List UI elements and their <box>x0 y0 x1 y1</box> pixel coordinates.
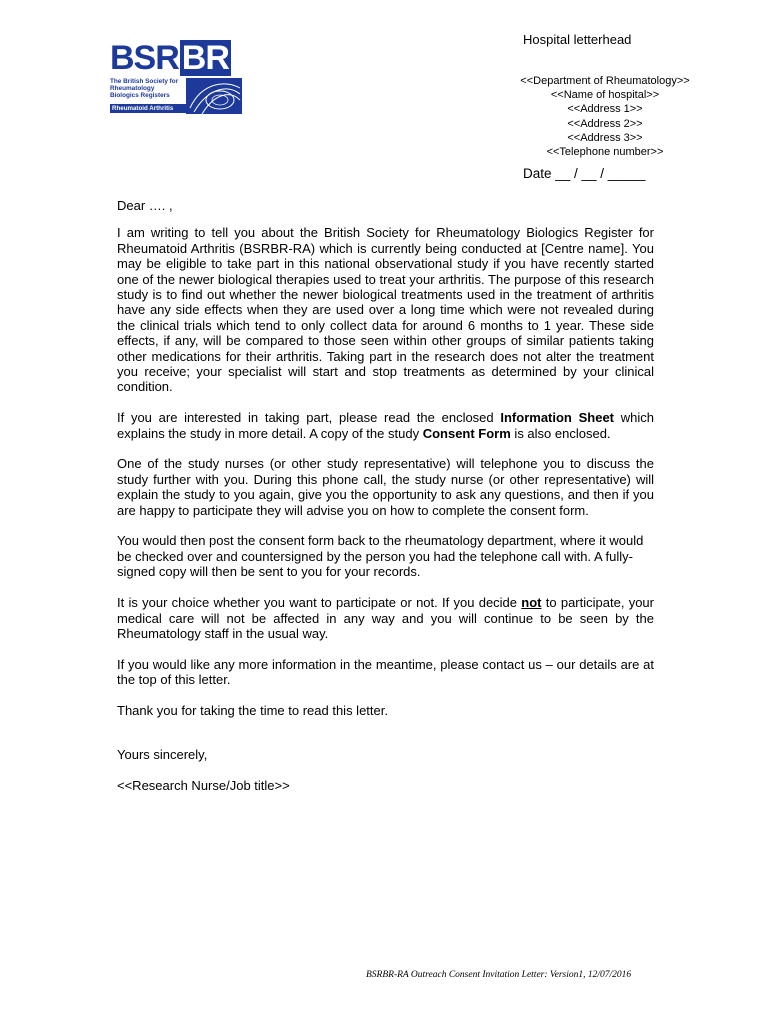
logo-ra-label: Rheumatoid Arthritis <box>110 104 186 113</box>
signature-placeholder: <<Research Nurse/Job title>> <box>117 778 290 794</box>
logo-wordmark <box>110 40 231 76</box>
emphasis-not: not <box>521 595 542 611</box>
information-sheet-ref: Information Sheet <box>500 410 615 426</box>
address-line: <<Address 3>> <box>567 131 643 144</box>
logo-wordmark-right: BR <box>181 39 229 77</box>
footer-version: BSRBR-RA Outreach Consent Invitation Letter: Version1, 12/07/2016 <box>366 970 632 980</box>
signoff: Yours sincerely, <box>117 747 208 763</box>
logo-subtitle-line: The British Society for <box>110 78 179 85</box>
address-line: <<Name of hospital>> <box>550 89 660 102</box>
text-run: which explains the study in more detail. A copy of the study <box>117 410 654 441</box>
paragraph-contact: If you would like any more information in the meantime, please contact us – our details are at the top of this letter. <box>117 656 654 688</box>
hospital-address <box>480 74 730 159</box>
address-line: <<Address 1>> <box>567 103 643 116</box>
address-line: <<Address 2>> <box>567 117 643 130</box>
paragraph-intro: I am writing to tell you about the British Society for Rheumatology Biologics Register for Rheumatoid Arthritis (BSRBR-RA) which is currently being conducted at [Centre name]. You may be eligible to take part in this national observational study if you have recently started one of the newer biological therapies used to treat your arthritis. The purpose of this research study is to find out whether the newer biological treatments used in the treatment of arthritis have any side effects when they are used over a long time which were not revealed during the clinical trials which tend to only collect data for around 6 months to 1 year. These side effects, if any, will be compared to those seen within other groups of similar patients taking other medications for their arthritis. Taking part in the research does not alter the treatment you receive; your specialist will start and stop treatments as determined by your clinical condition. <box>117 225 654 395</box>
paragraph-information-sheet <box>117 410 654 441</box>
letterhead-label: Hospital letterhead <box>523 32 632 47</box>
address-line: <<Telephone number>> <box>546 146 664 159</box>
text-run: to participate, your medical care will not be affected in any way and you will continue to be seen by the Rheumatology staff in the usual way. <box>117 595 654 641</box>
bsrbr-logo <box>110 40 242 114</box>
logo-subtitle-line: Rheumatology <box>110 85 155 92</box>
text-run: It is your choice whether you want to participate or not. If you decide <box>117 595 522 611</box>
paragraph-telephone: One of the study nurses (or other study representative) will telephone you to discuss the study further with you. During this phone call, the study nurse (or other representative) will explain the study to you again, give you the opportunity to ask any questions, and then if you are happy to participate they will advise you on how to complete the consent form. <box>117 456 654 518</box>
logo-wordmark-left: BSR <box>110 39 179 77</box>
paragraph-post-consent: You would then post the consent form back to the rheumatology department, where it would be checked over and countersigned by the person you had the telephone call with. A fully-signed copy will then be sent to you for your records. <box>117 533 644 580</box>
paragraph-thanks: Thank you for taking the time to read this letter. <box>117 702 388 718</box>
logo-swirl-icon <box>186 78 242 114</box>
text-run: is also enclosed. <box>510 425 611 441</box>
logo-subtitle-line: Biologics Registers <box>110 92 170 99</box>
letter-body <box>117 198 654 809</box>
salutation: Dear …. , <box>117 198 173 213</box>
consent-form-ref: Consent Form <box>422 425 511 441</box>
paragraph-choice <box>117 595 654 641</box>
logo-subtitle <box>110 78 178 99</box>
address-line: <<Department of Rheumatology>> <box>520 75 690 87</box>
text-run: If you are interested in taking part, please read the enclosed <box>117 410 501 426</box>
letter-date: Date __ / __ / _____ <box>523 166 646 181</box>
